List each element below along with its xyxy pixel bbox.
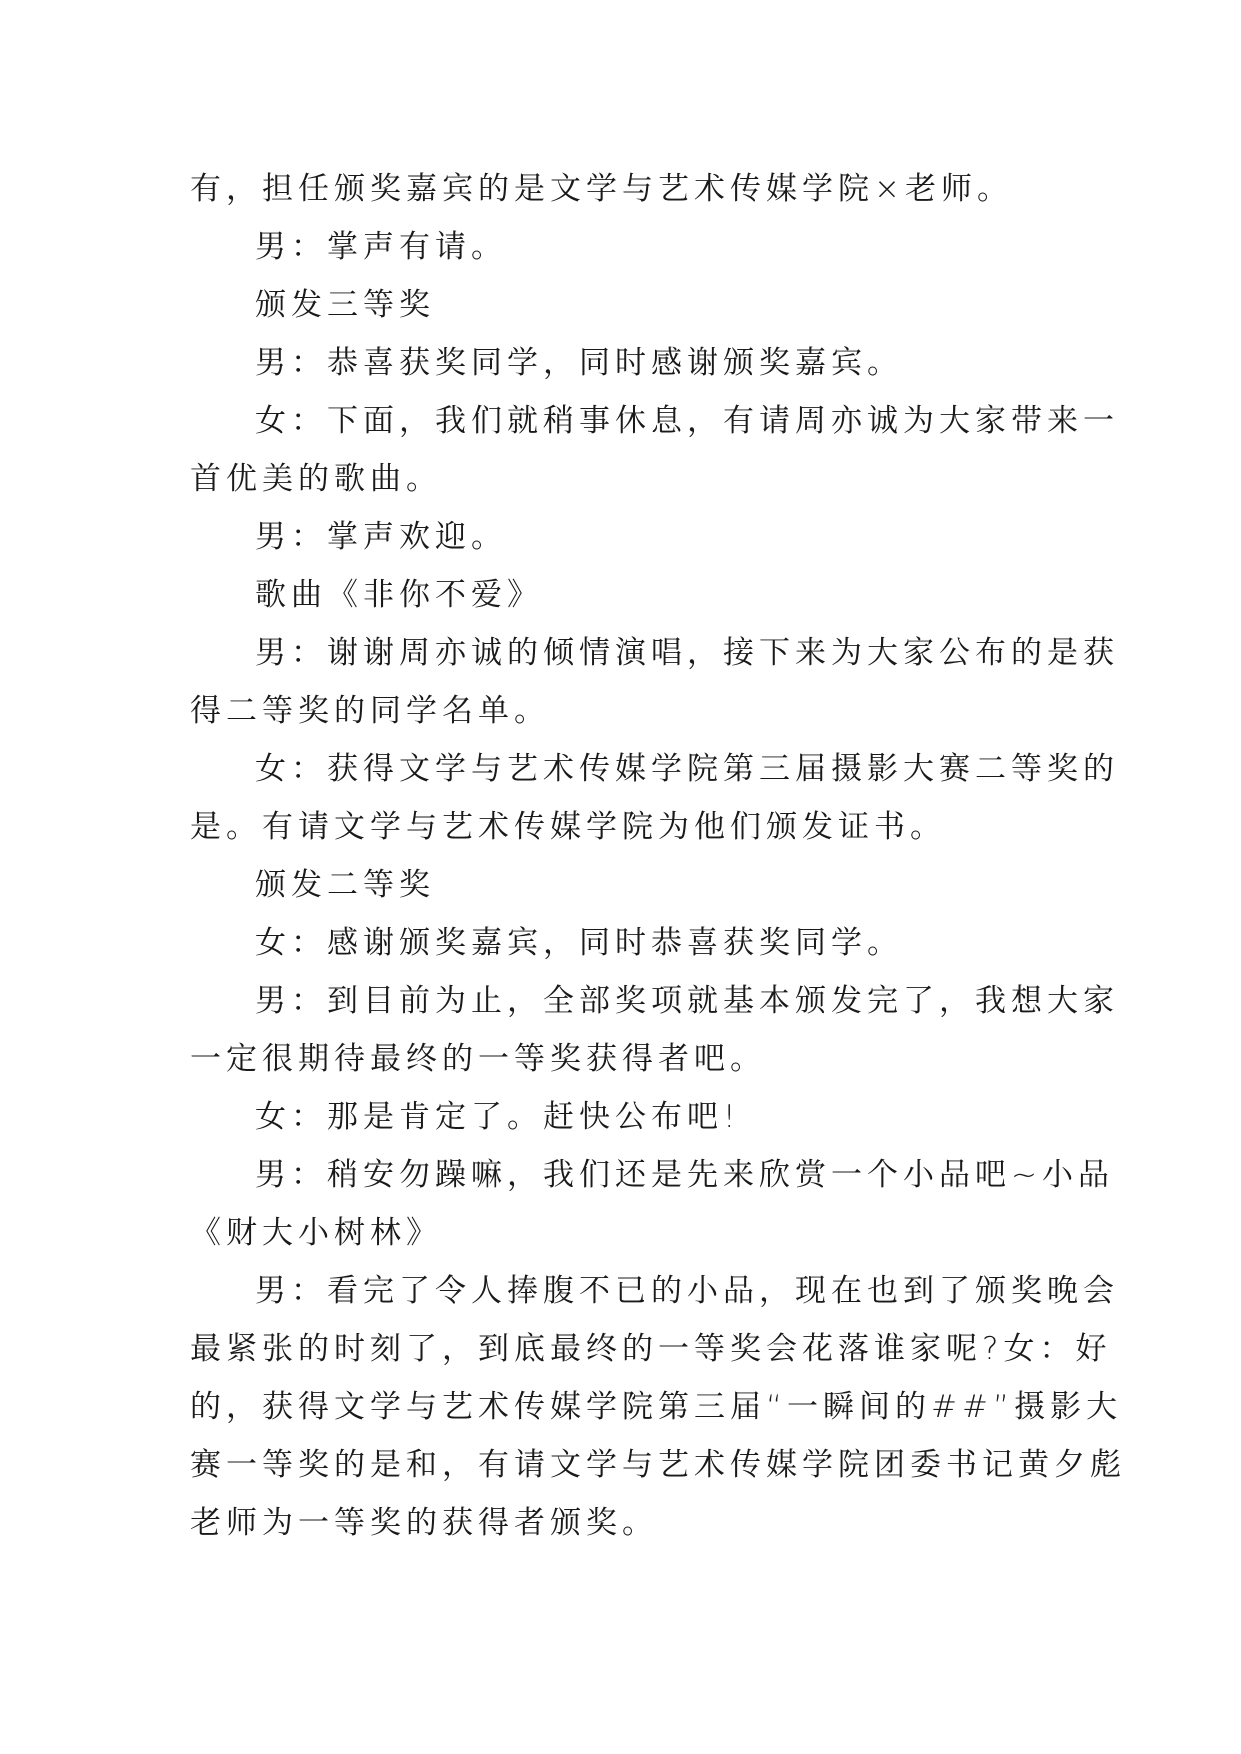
text-line-2: 男：掌声有请。 (255, 229, 507, 265)
text-line-21: 最紧张的时刻了，到底最终的一等奖会花落谁家呢?女：好 (190, 1331, 1112, 1367)
text-line-9: 男：谢谢周亦诚的倾情演唱，接下来为大家公布的是获 (255, 635, 1119, 671)
text-line-16: 一定很期待最终的一等奖获得者吧。 (190, 1041, 766, 1077)
text-line-15: 男：到目前为止，全部奖项就基本颁发完了，我想大家 (255, 983, 1119, 1019)
text-line-23: 赛一等奖的是和，有请文学与艺术传媒学院团委书记黄夕彪 (190, 1447, 1126, 1483)
text-line-4: 男：恭喜获奖同学，同时感谢颁奖嘉宾。 (255, 345, 903, 381)
text-line-10: 得二等奖的同学名单。 (190, 693, 550, 729)
text-line-5: 女：下面，我们就稍事休息，有请周亦诚为大家带来一 (255, 403, 1119, 439)
text-line-24: 老师为一等奖的获得者颁奖。 (190, 1505, 658, 1541)
text-line-7: 男：掌声欢迎。 (255, 519, 507, 555)
text-line-14: 女：感谢颁奖嘉宾，同时恭喜获奖同学。 (255, 925, 903, 961)
script-body-text (190, 160, 1190, 1552)
text-line-13: 颁发二等奖 (255, 867, 435, 903)
text-line-8: 歌曲《非你不爱》 (255, 577, 543, 613)
text-line-18: 男：稍安勿躁嘛，我们还是先来欣赏一个小品吧~小品 (255, 1157, 1114, 1193)
text-line-11: 女：获得文学与艺术传媒学院第三届摄影大赛二等奖的 (255, 751, 1119, 787)
text-line-12: 是。有请文学与艺术传媒学院为他们颁发证书。 (190, 809, 946, 845)
text-line-1: 有，担任颁奖嘉宾的是文学与艺术传媒学院×老师。 (190, 171, 1013, 207)
text-line-20: 男：看完了令人捧腹不已的小品，现在也到了颁奖晚会 (255, 1273, 1119, 1309)
text-line-22: 的，获得文学与艺术传媒学院第三届“一瞬间的##”摄影大 (190, 1389, 1123, 1425)
text-line-6: 首优美的歌曲。 (190, 461, 442, 497)
text-line-19: 《财大小树林》 (190, 1215, 442, 1251)
text-line-17: 女：那是肯定了。赶快公布吧! (255, 1099, 741, 1135)
text-line-3: 颁发三等奖 (255, 287, 435, 323)
